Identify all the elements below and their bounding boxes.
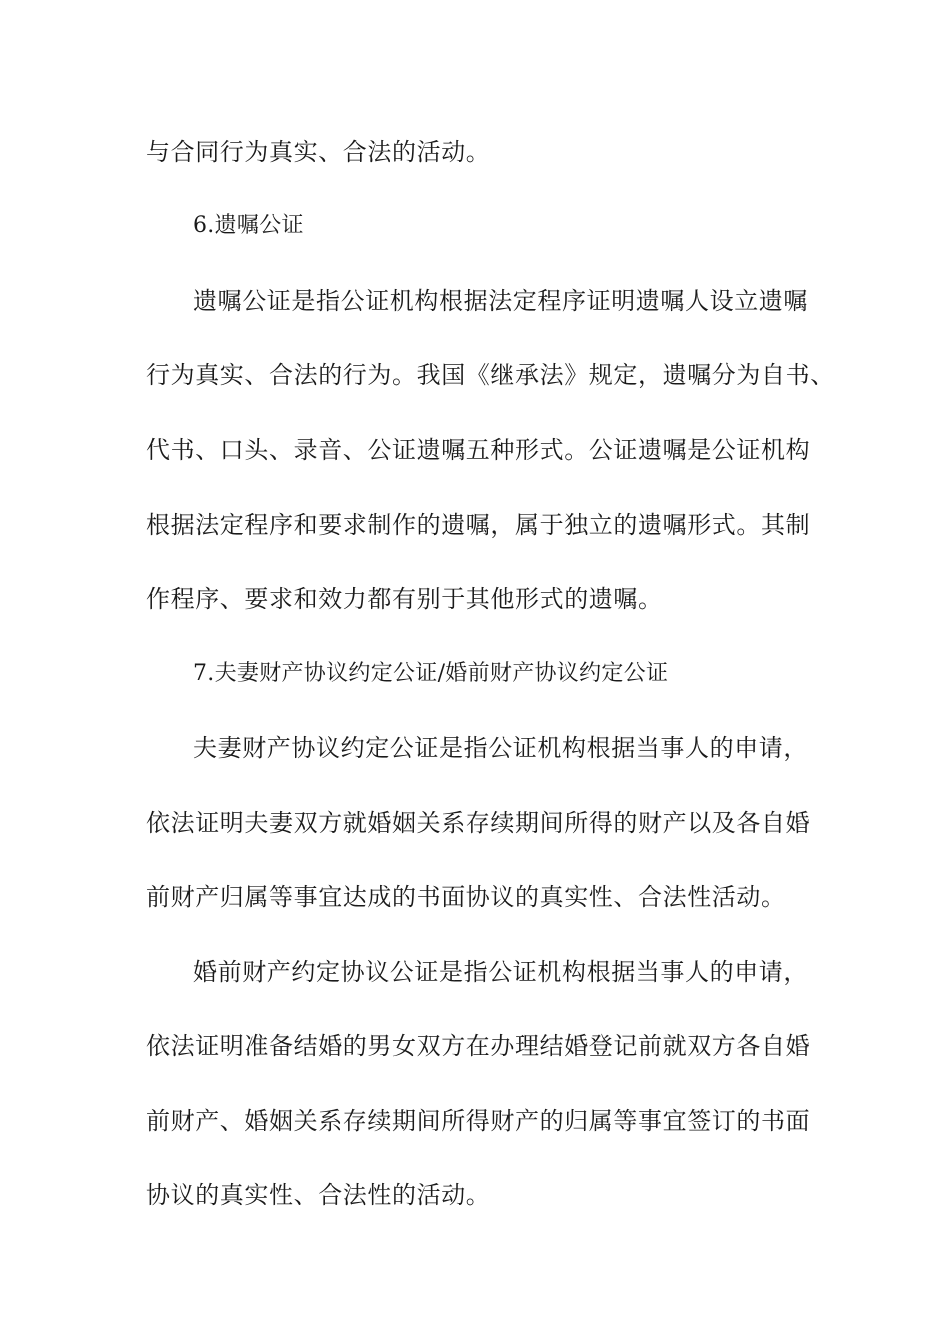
paragraph-line: 遗嘱公证是指公证机构根据法定程序证明遗嘱人设立遗嘱	[193, 287, 808, 315]
paragraph-line: 代书、口头、录音、公证遗嘱五种形式。公证遗嘱是公证机构	[146, 436, 811, 464]
paragraph-line: 夫妻财产协议约定公证是指公证机构根据当事人的申请，	[193, 734, 808, 762]
paragraph-line: 协议的真实性、合法性的活动。	[146, 1181, 491, 1209]
paragraph-line: 婚前财产约定协议公证是指公证机构根据当事人的申请，	[193, 958, 808, 986]
section-heading-property-agreement: 7.夫妻财产协议约定公证/婚前财产协议约定公证	[193, 661, 669, 686]
paragraph-line: 依法证明夫妻双方就婚姻关系存续期间所得的财产以及各自婚	[146, 809, 811, 837]
section-heading-will-notarization: 6.遗嘱公证	[193, 213, 304, 238]
paragraph-line: 与合同行为真实、合法的活动。	[146, 138, 491, 166]
paragraph-line: 行为真实、合法的行为。我国《继承法》规定，遗嘱分为自书、	[146, 361, 835, 389]
paragraph-line: 依法证明准备结婚的男女双方在办理结婚登记前就双方各自婚	[146, 1032, 811, 1060]
paragraph-line: 前财产、婚姻关系存续期间所得财产的归属等事宜签订的书面	[146, 1107, 811, 1135]
paragraph-line: 前财产归属等事宜达成的书面协议的真实性、合法性活动。	[146, 883, 786, 911]
paragraph-line: 根据法定程序和要求制作的遗嘱，属于独立的遗嘱形式。其制	[146, 511, 811, 539]
paragraph-line: 作程序、要求和效力都有别于其他形式的遗嘱。	[146, 585, 663, 613]
